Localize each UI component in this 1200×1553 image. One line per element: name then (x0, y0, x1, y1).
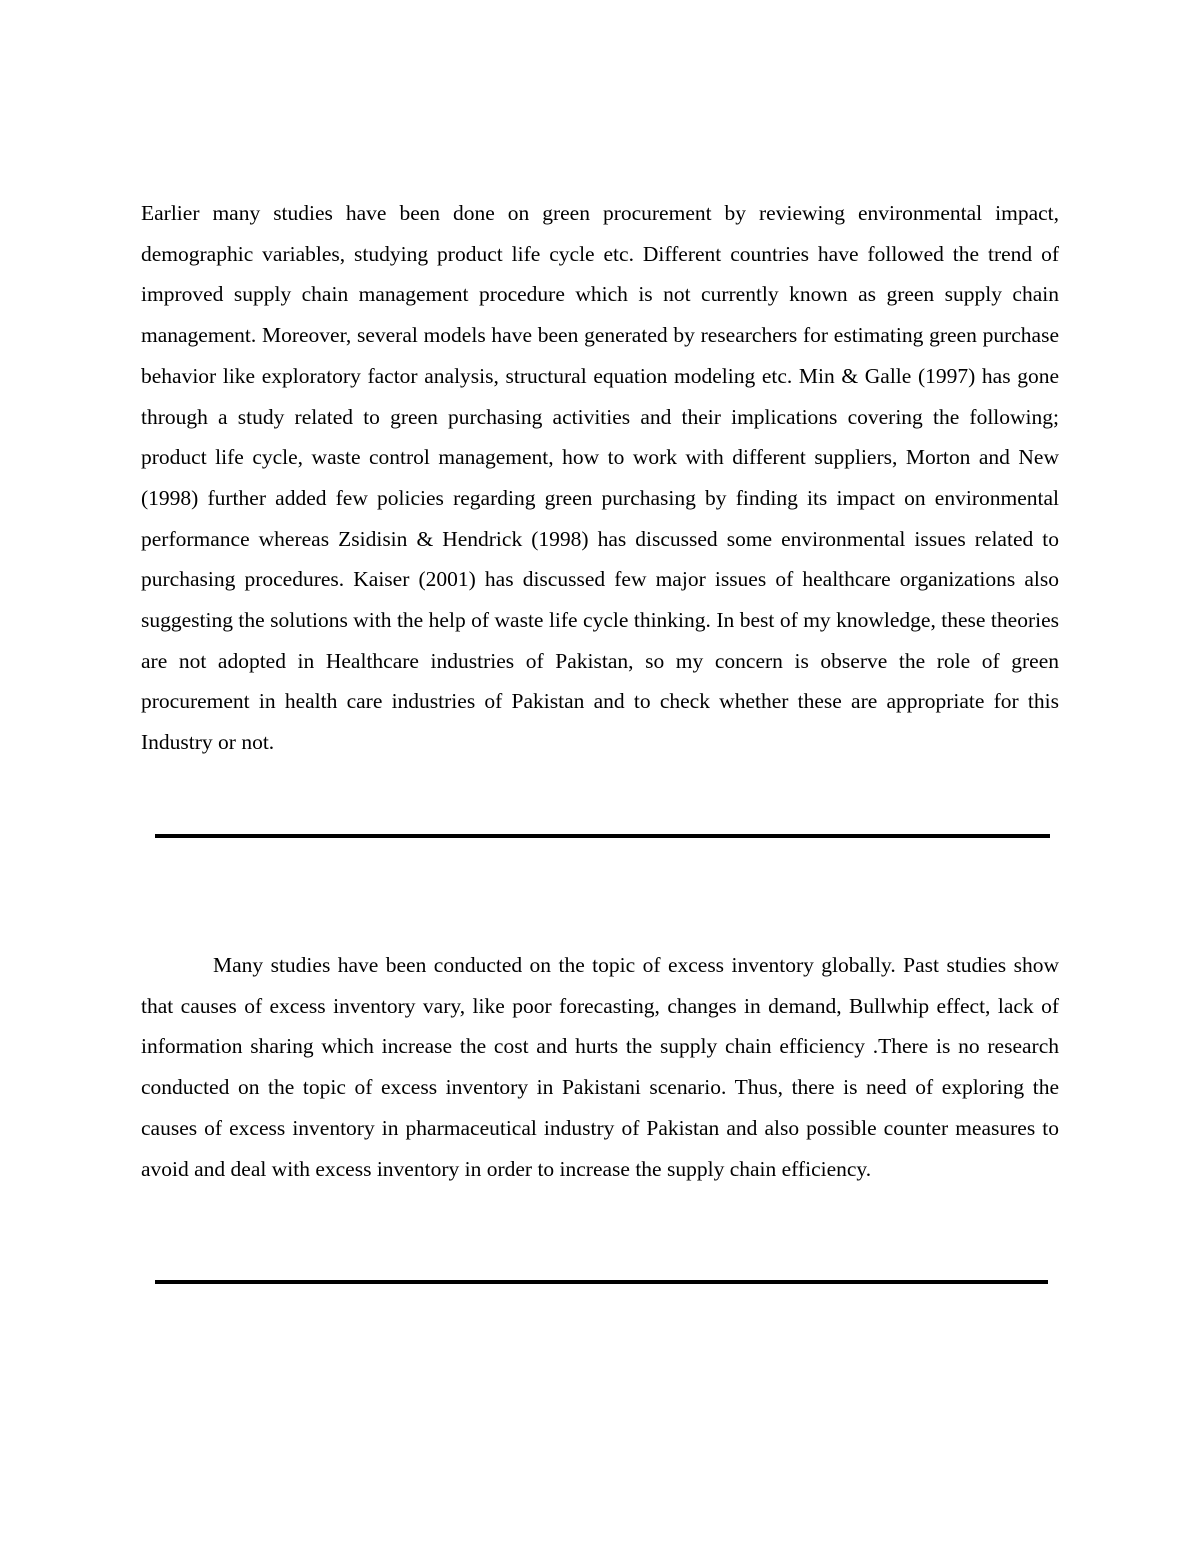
paragraph-green-procurement: Earlier many studies have been done on green procurement by reviewing environmental impact, demographic variables, studying product life cycle etc. Different countries have followed the trend of improved supply chain management procedure which is not currently known as green supply chain management. Moreover, several models have been generated by researchers for estimating green purchase behavior like exploratory factor analysis, structural equation modeling etc. Min & Galle (1997) has gone through a study related to green purchasing activities and their implications covering the following; product life cycle, waste control management, how to work with different suppliers, Morton and New (1998) further added few policies regarding green purchasing by finding its impact on environmental performance whereas Zsidisin & Hendrick (1998) has discussed some environmental issues related to purchasing procedures. Kaiser (2001) has discussed few major issues of healthcare organizations also suggesting the solutions with the help of waste life cycle thinking. In best of my knowledge, these theories are not adopted in Healthcare industries of Pakistan, so my concern is observe the role of green procurement in health care industries of Pakistan and to check whether these are appropriate for this Industry or not. (141, 201, 1059, 755)
paragraph-excess-inventory: Many studies have been conducted on the topic of excess inventory globally. Past studies show that causes of excess inventory vary, like poor forecasting, changes in demand, Bullwhip effect, lack of information sharing which increase the cost and hurts the supply chain efficiency .There is no research conducted on the topic of excess inventory in Pakistani scenario. Thus, there is need of exploring the causes of excess inventory in pharmaceutical industry of Pakistan and also possible counter measures to avoid and deal with excess inventory in order to increase the supply chain efficiency. (141, 953, 1059, 1181)
horizontal-divider (155, 1280, 1048, 1284)
horizontal-divider (155, 834, 1050, 838)
